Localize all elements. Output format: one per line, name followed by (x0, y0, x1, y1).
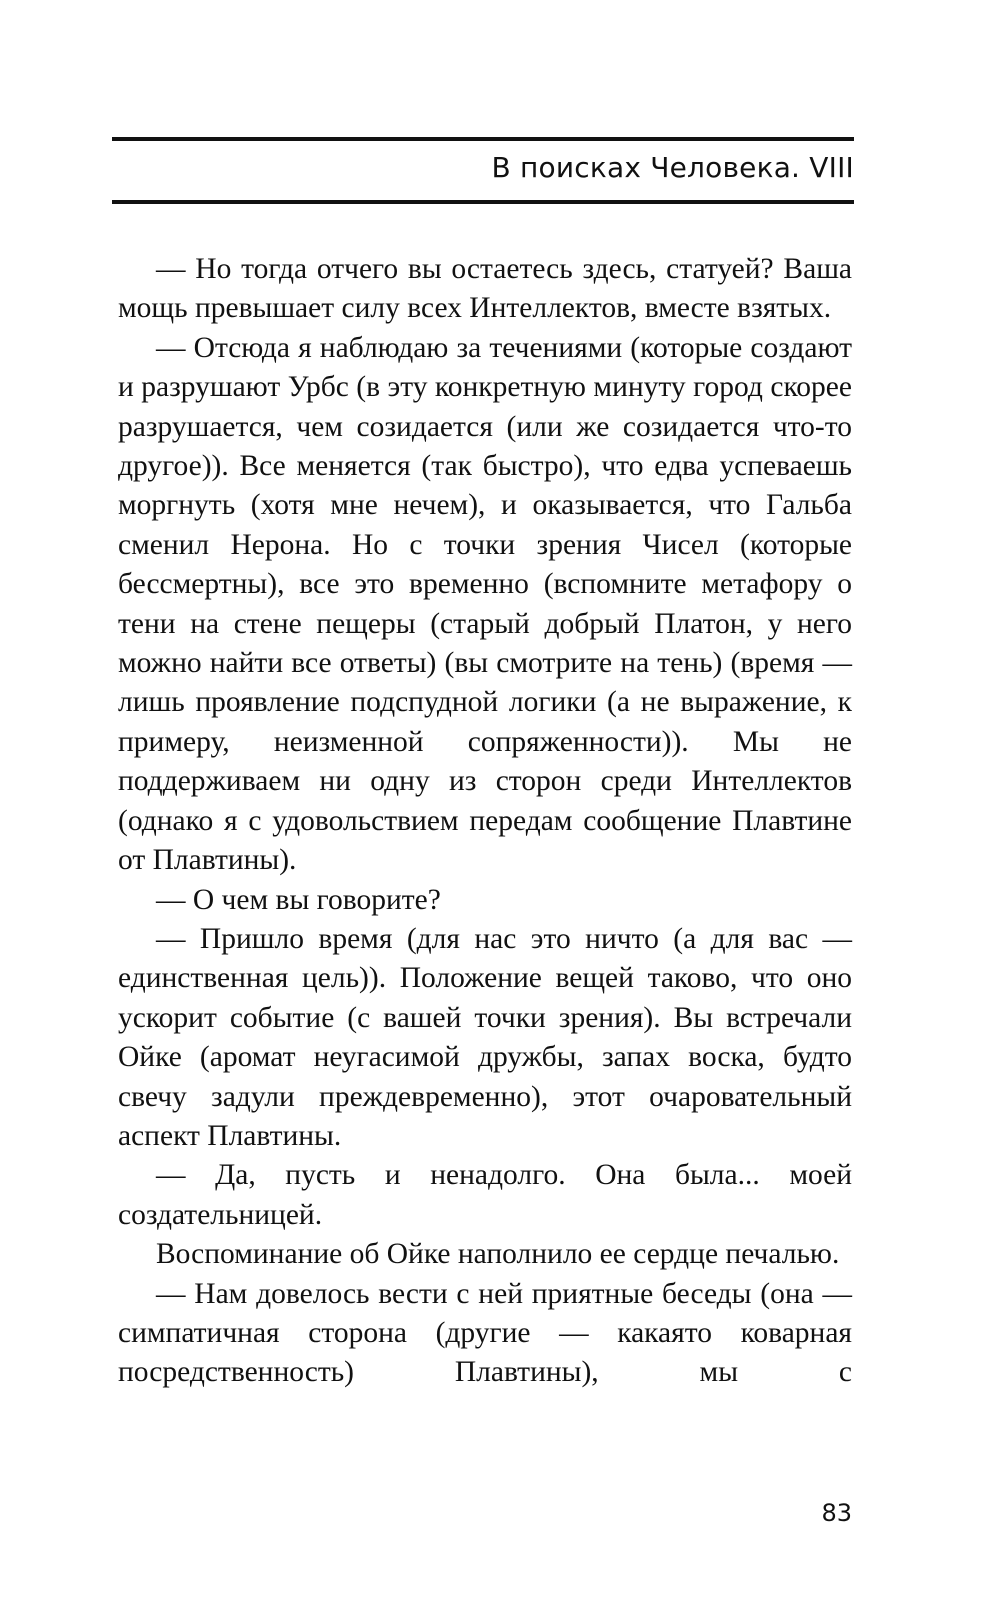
page-body (118, 250, 852, 1393)
page-number: 83 (821, 1499, 852, 1527)
paragraph: Воспоминание об Ойке наполнило ее сердце печалью. (156, 1238, 840, 1271)
paragraph: — Но тогда отчего вы остаетесь здесь, статуей? Ваша мощь превышает силу всех Интеллектов, вместе взятых. (118, 253, 852, 325)
paragraph: — О чем вы говорите? (156, 883, 441, 916)
header-rule-top (112, 137, 854, 141)
running-title: В поисках Человека. VIII (491, 151, 854, 184)
header-rule-bottom (112, 200, 854, 204)
paragraph: — Нам довелось вести с ней приятные беседы (она — симпатичная сторона (другие — какаято коварная посредственность) Плавтины), мы с (118, 1277, 852, 1389)
paragraph: — Отсюда я наблюдаю за течениями (которые создают и разрушают Урбс (в эту конкретную минуту город скорее разрушается, чем созидается (или же созидается что-то другое)). Все меняется (так быстро), что едва успеваешь моргнуть (хотя мне нечем), и оказывается, что Гальба сменил Нерона. Но с точки зрения Чисел (которые бессмертны), все это временно (вспомните метафору о тени на стене пещеры (старый добрый Платон, у него можно найти все ответы) (вы смотрите на тень) (время — лишь проявление подспудной логики (а не выражение, к примеру, неизменной сопряженности)). Мы не поддерживаем ни одну из сторон среди Интеллектов (однако я с удовольствием передам сообщение Плавтине от Плавтины). (118, 331, 852, 877)
paragraph: — Да, пусть и ненадолго. Она была... моей создательницей. (118, 1159, 852, 1231)
paragraph: — Пришло время (для нас это ничто (а для вас — единственная цель)). Положение вещей таково, что оно ускорит событие (с вашей точки зрения). Вы встречали Ойке (аромат неугасимой дружбы, запах воска, будто свечу задули преждевременно), этот очаровательный аспект Плавтины. (118, 922, 852, 1152)
